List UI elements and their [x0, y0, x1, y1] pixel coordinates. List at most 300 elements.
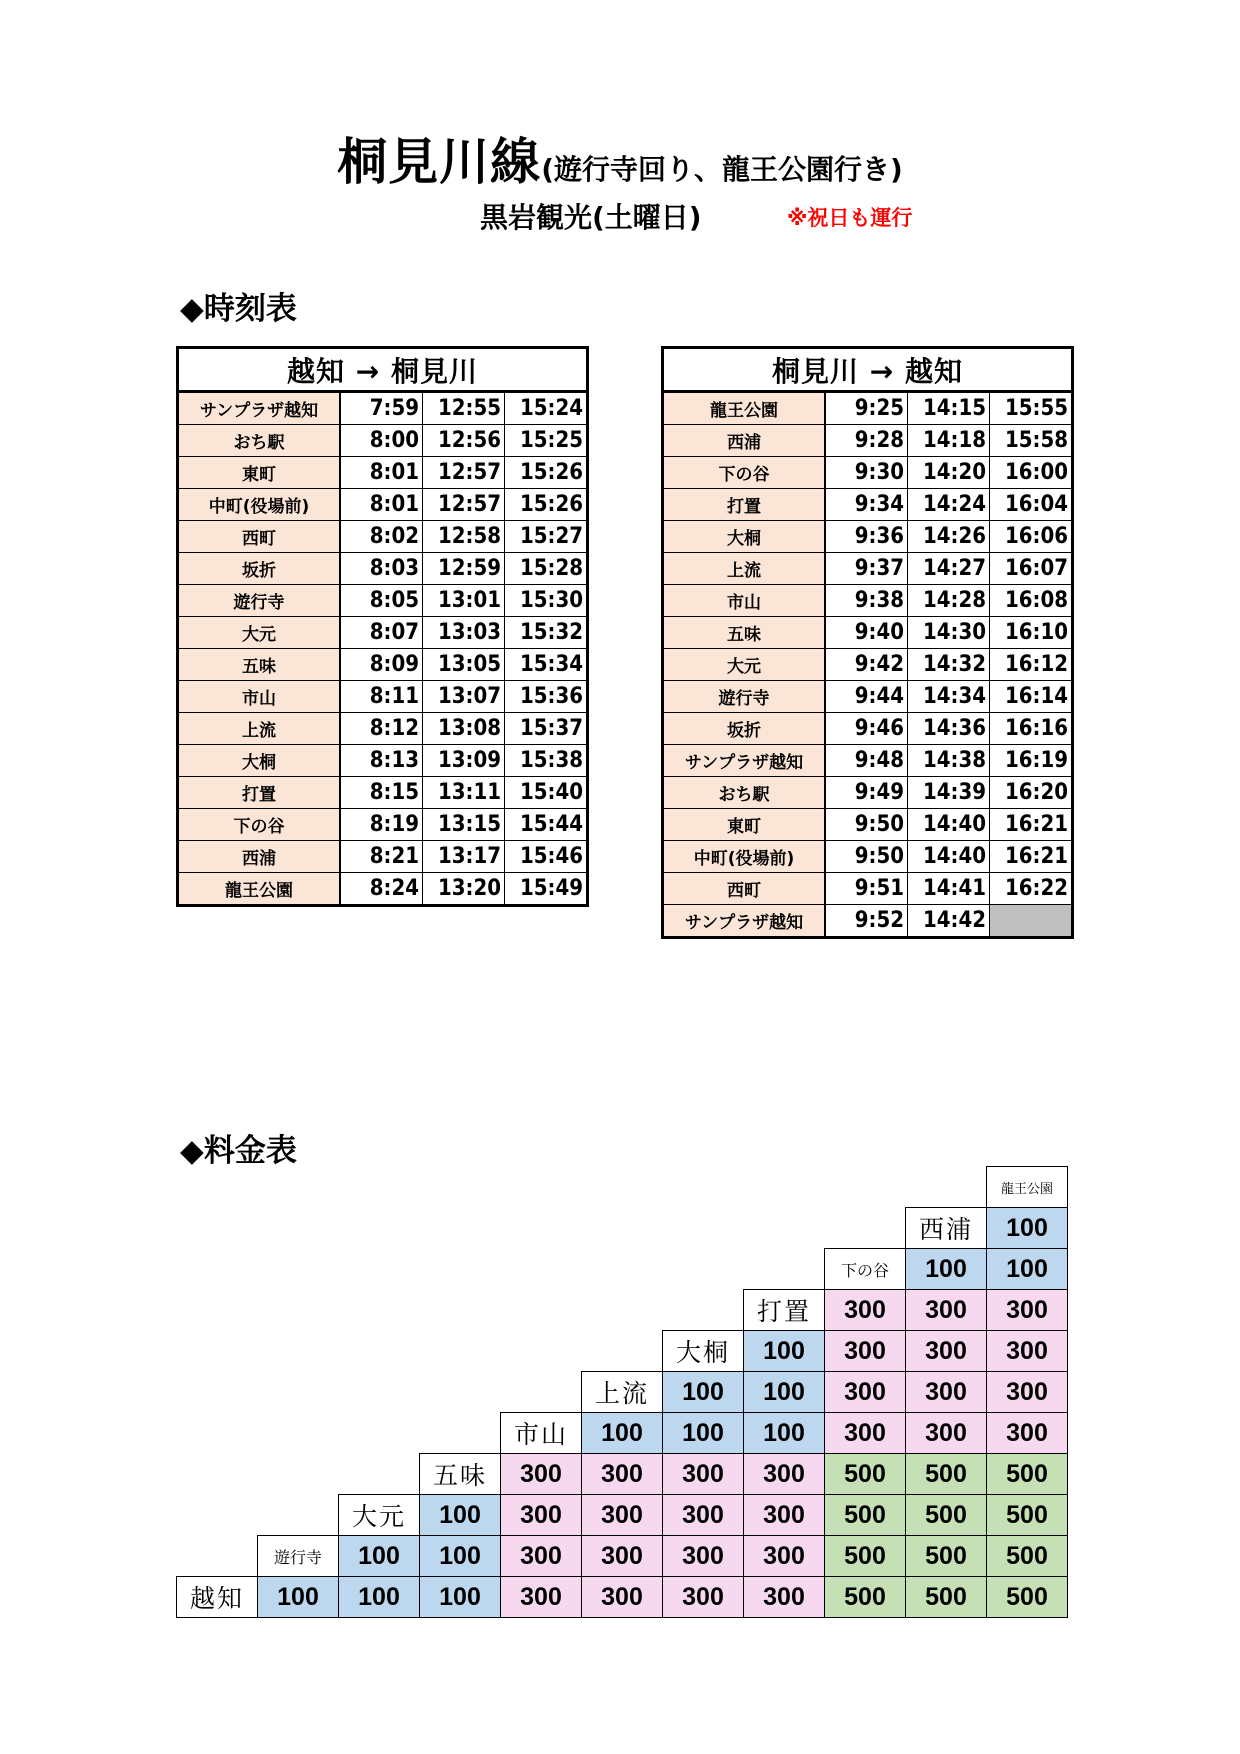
departure-time: 15:27 — [505, 521, 588, 553]
fare-row — [177, 1577, 1068, 1618]
stop-name: 下の谷 — [663, 457, 826, 489]
fare-stop-name: 打置 — [744, 1290, 825, 1331]
fare-row — [177, 1167, 1068, 1208]
departure-time: 12:57 — [423, 489, 505, 521]
blank-cell — [420, 1208, 501, 1249]
departure-time: 14:20 — [908, 457, 990, 489]
fare-heading: ◆料金表 — [180, 1133, 297, 1169]
blank-cell — [420, 1413, 501, 1454]
blank-cell — [906, 1167, 987, 1208]
departure-time: 15:44 — [505, 809, 588, 841]
blank-cell — [177, 1536, 258, 1577]
departure-time: 13:05 — [423, 649, 505, 681]
timetable-row — [178, 713, 588, 745]
fare-amount: 300 — [744, 1536, 825, 1577]
blank-cell — [177, 1290, 258, 1331]
departure-time: 15:34 — [505, 649, 588, 681]
blank-cell — [339, 1413, 420, 1454]
departure-time: 16:10 — [990, 617, 1073, 649]
blank-cell — [177, 1372, 258, 1413]
fare-stop-name: 遊行寺 — [258, 1536, 339, 1577]
fare-amount: 300 — [663, 1577, 744, 1618]
timetable-row — [178, 425, 588, 457]
blank-cell — [582, 1249, 663, 1290]
departure-time: 16:21 — [990, 841, 1073, 873]
departure-time: 16:00 — [990, 457, 1073, 489]
departure-time: 9:46 — [825, 713, 908, 745]
operator-label: 黒岩観光(土曜日) — [480, 201, 702, 234]
departure-time: 15:40 — [505, 777, 588, 809]
fare-row — [177, 1413, 1068, 1454]
fare-stop-name: 大桐 — [663, 1331, 744, 1372]
timetable-row — [663, 425, 1073, 457]
blank-cell — [258, 1249, 339, 1290]
blank-cell — [339, 1290, 420, 1331]
timetable-row — [663, 809, 1073, 841]
stop-name: 打置 — [178, 777, 341, 809]
fare-amount: 500 — [825, 1577, 906, 1618]
departure-time: 9:52 — [825, 905, 908, 938]
stop-name: 東町 — [663, 809, 826, 841]
departure-time: 15:25 — [505, 425, 588, 457]
fare-table — [176, 1166, 1068, 1618]
fare-amount: 300 — [663, 1454, 744, 1495]
departure-time: 13:09 — [423, 745, 505, 777]
blank-cell — [582, 1331, 663, 1372]
timetable-row — [178, 841, 588, 873]
fare-amount: 100 — [420, 1536, 501, 1577]
fare-amount: 300 — [906, 1290, 987, 1331]
departure-time: 14:27 — [908, 553, 990, 585]
fare-amount: 100 — [339, 1577, 420, 1618]
stop-name: 坂折 — [663, 713, 826, 745]
timetable-row — [178, 745, 588, 777]
departure-time: 8:19 — [340, 809, 423, 841]
fare-amount: 100 — [987, 1249, 1068, 1290]
timetable-row — [663, 585, 1073, 617]
page-title — [0, 122, 1240, 194]
departure-time: 13:17 — [423, 841, 505, 873]
departure-time: 16:04 — [990, 489, 1073, 521]
fare-amount: 100 — [744, 1413, 825, 1454]
fare-amount: 100 — [258, 1577, 339, 1618]
timetable-row — [663, 489, 1073, 521]
timetable-direction: 越知 → 桐見川 — [178, 348, 588, 392]
fare-row — [177, 1454, 1068, 1495]
stop-name: 西浦 — [178, 841, 341, 873]
blank-cell — [258, 1495, 339, 1536]
departure-time: 15:28 — [505, 553, 588, 585]
fare-stop-name: 市山 — [501, 1413, 582, 1454]
fare-stop-name: 龍王公園 — [987, 1167, 1068, 1208]
stop-name: 大元 — [663, 649, 826, 681]
fare-stop-name: 五味 — [420, 1454, 501, 1495]
timetable-row — [178, 457, 588, 489]
departure-time: 8:11 — [340, 681, 423, 713]
blank-cell — [177, 1495, 258, 1536]
departure-time: 8:15 — [340, 777, 423, 809]
departure-time: 13:11 — [423, 777, 505, 809]
stop-name: サンプラザ越知 — [663, 905, 826, 938]
departure-time: 14:32 — [908, 649, 990, 681]
blank-cell — [339, 1208, 420, 1249]
timetable-row — [663, 745, 1073, 777]
departure-time: 14:41 — [908, 873, 990, 905]
timetable-row — [663, 777, 1073, 809]
timetable-row — [663, 617, 1073, 649]
departure-time: 13:01 — [423, 585, 505, 617]
blank-cell — [501, 1290, 582, 1331]
timetable-row — [178, 681, 588, 713]
departure-time: 16:16 — [990, 713, 1073, 745]
departure-time: 16:19 — [990, 745, 1073, 777]
departure-time: 16:21 — [990, 809, 1073, 841]
departure-time: 15:46 — [505, 841, 588, 873]
departure-time: 8:03 — [340, 553, 423, 585]
blank-cell — [177, 1249, 258, 1290]
departure-time: 8:13 — [340, 745, 423, 777]
blank-cell — [501, 1167, 582, 1208]
fare-amount: 300 — [744, 1577, 825, 1618]
fare-amount: 100 — [987, 1208, 1068, 1249]
stop-name: サンプラザ越知 — [663, 745, 826, 777]
departure-time: 15:30 — [505, 585, 588, 617]
departure-time: 14:34 — [908, 681, 990, 713]
departure-time: 9:38 — [825, 585, 908, 617]
fare-amount: 300 — [987, 1372, 1068, 1413]
departure-time: 9:34 — [825, 489, 908, 521]
departure-time: 9:28 — [825, 425, 908, 457]
fare-stop-name: 越知 — [177, 1577, 258, 1618]
departure-time: 16:22 — [990, 873, 1073, 905]
timetable-row — [178, 873, 588, 906]
departure-time: 8:02 — [340, 521, 423, 553]
blank-cell — [339, 1454, 420, 1495]
blank-cell — [825, 1208, 906, 1249]
departure-time: 16:12 — [990, 649, 1073, 681]
blank-cell — [744, 1208, 825, 1249]
departure-time: 14:36 — [908, 713, 990, 745]
timetable-row — [663, 392, 1073, 425]
stop-name: 五味 — [178, 649, 341, 681]
stop-name: 中町(役場前) — [663, 841, 826, 873]
stop-name: 坂折 — [178, 553, 341, 585]
departure-time: 12:59 — [423, 553, 505, 585]
fare-amount: 100 — [339, 1536, 420, 1577]
fare-amount: 100 — [420, 1577, 501, 1618]
blank-cell — [339, 1372, 420, 1413]
departure-time: 13:03 — [423, 617, 505, 649]
fare-amount: 500 — [825, 1536, 906, 1577]
departure-time: 14:18 — [908, 425, 990, 457]
departure-time: 12:56 — [423, 425, 505, 457]
departure-time: 14:40 — [908, 809, 990, 841]
stop-name: 上流 — [663, 553, 826, 585]
departure-time: 16:08 — [990, 585, 1073, 617]
fare-amount: 500 — [906, 1454, 987, 1495]
stop-name: 龍王公園 — [663, 392, 826, 425]
timetable-row — [663, 873, 1073, 905]
blank-cell — [744, 1249, 825, 1290]
blank-cell — [501, 1331, 582, 1372]
stop-name: 大桐 — [663, 521, 826, 553]
departure-time: 16:07 — [990, 553, 1073, 585]
timetable-outbound — [176, 346, 589, 907]
fare-stop-name: 大元 — [339, 1495, 420, 1536]
fare-amount: 500 — [825, 1454, 906, 1495]
stop-name: 大元 — [178, 617, 341, 649]
departure-time: 12:58 — [423, 521, 505, 553]
departure-time: 15:38 — [505, 745, 588, 777]
blank-cell — [420, 1167, 501, 1208]
fare-amount: 300 — [987, 1290, 1068, 1331]
stop-name: 遊行寺 — [663, 681, 826, 713]
stop-name: 上流 — [178, 713, 341, 745]
fare-row — [177, 1372, 1068, 1413]
fare-amount: 500 — [825, 1495, 906, 1536]
fare-row — [177, 1290, 1068, 1331]
departure-time: 14:39 — [908, 777, 990, 809]
timetable-row — [178, 809, 588, 841]
fare-row — [177, 1536, 1068, 1577]
fare-amount: 300 — [501, 1536, 582, 1577]
blank-cell — [420, 1331, 501, 1372]
fare-row — [177, 1208, 1068, 1249]
blank-cell — [582, 1290, 663, 1331]
departure-time: 15:24 — [505, 392, 588, 425]
fare-amount: 100 — [744, 1372, 825, 1413]
blank-cell — [177, 1454, 258, 1495]
departure-time: 8:21 — [340, 841, 423, 873]
stop-name: 大桐 — [178, 745, 341, 777]
departure-time: 15:58 — [990, 425, 1073, 457]
departure-time: 16:14 — [990, 681, 1073, 713]
timetable-row — [178, 521, 588, 553]
fare-stop-name: 西浦 — [906, 1208, 987, 1249]
departure-time: 14:24 — [908, 489, 990, 521]
fare-row — [177, 1249, 1068, 1290]
timetable-row — [178, 777, 588, 809]
fare-amount: 500 — [987, 1577, 1068, 1618]
fare-amount: 300 — [825, 1413, 906, 1454]
blank-cell — [258, 1413, 339, 1454]
fare-amount: 300 — [501, 1577, 582, 1618]
departure-time: 12:57 — [423, 457, 505, 489]
departure-time: 9:49 — [825, 777, 908, 809]
blank-cell — [501, 1208, 582, 1249]
departure-time: 8:24 — [340, 873, 423, 906]
fare-amount: 300 — [825, 1372, 906, 1413]
timetable-row — [663, 713, 1073, 745]
fare-stop-name: 上流 — [582, 1372, 663, 1413]
departure-time: 9:50 — [825, 841, 908, 873]
departure-time: 9:30 — [825, 457, 908, 489]
departure-time: 14:26 — [908, 521, 990, 553]
stop-name: 龍王公園 — [178, 873, 341, 906]
departure-time: 7:59 — [340, 392, 423, 425]
stop-name: サンプラザ越知 — [178, 392, 341, 425]
blank-cell — [501, 1249, 582, 1290]
departure-time: 8:07 — [340, 617, 423, 649]
fare-row — [177, 1495, 1068, 1536]
stop-name: 中町(役場前) — [178, 489, 341, 521]
blank-cell — [258, 1331, 339, 1372]
blank-cell — [501, 1372, 582, 1413]
holiday-note: ※祝日も運行 — [787, 206, 913, 230]
fare-row — [177, 1331, 1068, 1372]
stop-name: 五味 — [663, 617, 826, 649]
stop-name: おち駅 — [663, 777, 826, 809]
departure-time: 8:09 — [340, 649, 423, 681]
fare-amount: 500 — [906, 1536, 987, 1577]
fare-amount: 300 — [663, 1495, 744, 1536]
stop-name: 西町 — [663, 873, 826, 905]
departure-time: 9:25 — [825, 392, 908, 425]
departure-time: 8:00 — [340, 425, 423, 457]
departure-time: 13:08 — [423, 713, 505, 745]
fare-amount: 500 — [906, 1577, 987, 1618]
blank-cell — [177, 1413, 258, 1454]
blank-cell — [420, 1290, 501, 1331]
departure-time: 8:01 — [340, 457, 423, 489]
departure-time: 13:15 — [423, 809, 505, 841]
blank-cell — [258, 1167, 339, 1208]
blank-cell — [339, 1249, 420, 1290]
fare-amount: 500 — [987, 1536, 1068, 1577]
timetable-row — [663, 457, 1073, 489]
departure-time: 14:40 — [908, 841, 990, 873]
departure-time: 9:48 — [825, 745, 908, 777]
blank-cell — [582, 1208, 663, 1249]
fare-amount: 100 — [582, 1413, 663, 1454]
blank-cell — [339, 1167, 420, 1208]
stop-name: 市山 — [663, 585, 826, 617]
blank-cell — [258, 1372, 339, 1413]
stop-name: 西町 — [178, 521, 341, 553]
departure-time: 9:51 — [825, 873, 908, 905]
blank-cell — [420, 1372, 501, 1413]
departure-time: 9:37 — [825, 553, 908, 585]
stop-name: 打置 — [663, 489, 826, 521]
fare-amount: 100 — [663, 1372, 744, 1413]
fare-amount: 300 — [987, 1413, 1068, 1454]
fare-amount: 300 — [582, 1536, 663, 1577]
timetable-row — [663, 905, 1073, 938]
timetable-row — [663, 553, 1073, 585]
timetable-row — [663, 681, 1073, 713]
blank-cell — [744, 1167, 825, 1208]
blank-cell — [420, 1249, 501, 1290]
departure-time: 8:12 — [340, 713, 423, 745]
blank-cell — [825, 1167, 906, 1208]
fare-amount: 300 — [825, 1290, 906, 1331]
departure-time: 15:49 — [505, 873, 588, 906]
departure-time: 15:36 — [505, 681, 588, 713]
timetable-direction: 桐見川 → 越知 — [663, 348, 1073, 392]
timetable-row — [178, 392, 588, 425]
blank-cell — [258, 1290, 339, 1331]
departure-time: 9:44 — [825, 681, 908, 713]
blank-cell — [258, 1454, 339, 1495]
departure-time: 15:55 — [990, 392, 1073, 425]
stop-name: 西浦 — [663, 425, 826, 457]
no-service-cell — [990, 905, 1073, 938]
departure-time: 15:26 — [505, 457, 588, 489]
departure-time: 15:32 — [505, 617, 588, 649]
fare-amount: 300 — [582, 1454, 663, 1495]
departure-time: 12:55 — [423, 392, 505, 425]
departure-time: 15:37 — [505, 713, 588, 745]
timetable-row — [178, 649, 588, 681]
timetable-inbound — [661, 346, 1074, 939]
departure-time: 13:20 — [423, 873, 505, 906]
fare-amount: 300 — [663, 1536, 744, 1577]
departure-time: 14:38 — [908, 745, 990, 777]
timetable-row — [663, 649, 1073, 681]
fare-amount: 100 — [663, 1413, 744, 1454]
departure-time: 9:42 — [825, 649, 908, 681]
fare-stop-name: 下の谷 — [825, 1249, 906, 1290]
stop-name: 下の谷 — [178, 809, 341, 841]
fare-amount: 300 — [825, 1331, 906, 1372]
departure-time: 8:05 — [340, 585, 423, 617]
fare-amount: 300 — [744, 1495, 825, 1536]
blank-cell — [582, 1167, 663, 1208]
blank-cell — [177, 1331, 258, 1372]
route-name: 桐見川線 — [337, 133, 542, 191]
departure-time: 16:06 — [990, 521, 1073, 553]
departure-time: 9:36 — [825, 521, 908, 553]
stop-name: 市山 — [178, 681, 341, 713]
timetable-row — [663, 521, 1073, 553]
timetable-row — [178, 553, 588, 585]
stop-name: 遊行寺 — [178, 585, 341, 617]
fare-amount: 500 — [987, 1454, 1068, 1495]
blank-cell — [339, 1331, 420, 1372]
departure-time: 8:01 — [340, 489, 423, 521]
departure-time: 9:40 — [825, 617, 908, 649]
fare-amount: 300 — [582, 1577, 663, 1618]
blank-cell — [258, 1208, 339, 1249]
departure-time: 14:28 — [908, 585, 990, 617]
blank-cell — [663, 1290, 744, 1331]
fare-amount: 300 — [906, 1372, 987, 1413]
blank-cell — [663, 1208, 744, 1249]
fare-amount: 500 — [987, 1495, 1068, 1536]
blank-cell — [663, 1249, 744, 1290]
fare-amount: 100 — [744, 1331, 825, 1372]
blank-cell — [663, 1167, 744, 1208]
fare-amount: 300 — [501, 1495, 582, 1536]
fare-amount: 100 — [420, 1495, 501, 1536]
departure-time: 14:15 — [908, 392, 990, 425]
departure-time: 13:07 — [423, 681, 505, 713]
stop-name: おち駅 — [178, 425, 341, 457]
blank-cell — [177, 1167, 258, 1208]
departure-time: 14:42 — [908, 905, 990, 938]
fare-amount: 100 — [906, 1249, 987, 1290]
departure-time: 16:20 — [990, 777, 1073, 809]
timetable-row — [663, 841, 1073, 873]
fare-amount: 300 — [744, 1454, 825, 1495]
fare-amount: 300 — [987, 1331, 1068, 1372]
departure-time: 15:26 — [505, 489, 588, 521]
timetable-row — [178, 617, 588, 649]
timetable-row — [178, 489, 588, 521]
route-description: (遊行寺回り、龍王公園行き) — [541, 153, 903, 186]
departure-time: 9:50 — [825, 809, 908, 841]
fare-amount: 300 — [906, 1331, 987, 1372]
